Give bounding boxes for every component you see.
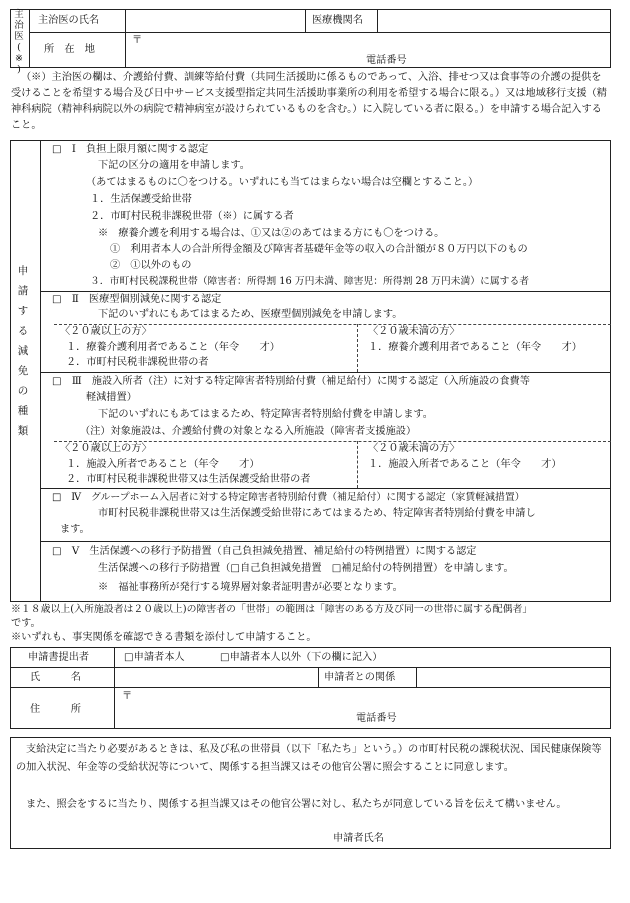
institution-label: 医療機関名	[312, 15, 363, 26]
doctor-name-label: 主治医の氏名	[38, 15, 100, 26]
signature-label: 申請者氏名	[333, 833, 384, 844]
section-4-line: ます。	[60, 524, 90, 535]
section-2-right-head: 〈２０歳未満の方〉	[368, 326, 460, 337]
section-1-option[interactable]: ３．市町村民税課税世帯（障害者：所得割 16 万円未満、障害児：所得割 28 万円未満）に属する者	[90, 276, 530, 287]
household-note: ※１８歳以上(入所施設者は２０歳以上)の障害者の「世帯」の範囲は「障害のある方及び同一の世帯に属する配偶者」	[11, 604, 533, 615]
doctor-phone-label: 電話番号	[366, 55, 407, 66]
relation-label: 申請者との関係	[324, 672, 396, 683]
section-2-left-item[interactable]: １．療養介護利用者であること（年令 才）	[66, 342, 280, 353]
relation-field[interactable]	[417, 668, 610, 686]
section-1-line: 下記の区分の適用を申請します。	[98, 160, 250, 171]
submitter-name-label: 氏 名	[30, 672, 81, 683]
signature-field[interactable]	[390, 830, 605, 846]
section-3-line: 下記のいずれにもあてはまるため、特定障害者特別給付費を申請します。	[98, 409, 433, 420]
submitter-address-label: 住 所	[30, 704, 81, 715]
consent-paragraph: 支給決定に当たり必要があるときは、私及び私の世帯員（以下「私たち」という。）の市町村民税の課税状況、国民健康保険等の加入状況、年金等の受給状況等について、関係する担当課又はその他官公署に照会することに同意します。	[16, 744, 602, 773]
submitter-self-checkbox[interactable]: □申請者本人	[124, 652, 185, 663]
reduction-side-label: 申 請 す る 減 免 の 種 類	[17, 265, 29, 437]
section-2-title[interactable]: □ Ⅱ 医療型個別減免に関する認定	[52, 294, 222, 305]
section-4-title[interactable]: □ Ⅳ グループホーム入居者に対する特定障害者特別給付費（補足給付）に関する認定（家賃軽減措置）	[52, 492, 525, 503]
doctor-side-label: 主 治 医 ( ※ )	[14, 9, 24, 75]
section-3-right-item[interactable]: １．施設入所者であること（年令 才）	[368, 459, 562, 470]
section-1-title[interactable]: □ Ⅰ 負担上限月額に関する認定	[52, 144, 209, 155]
doctor-address-label: 所 在 地	[44, 44, 95, 55]
section-2-left-head: 〈２０歳以上の方〉	[60, 326, 152, 337]
section-3-left-item[interactable]: ２．市町村民税非課税世帯又は生活保護受給世帯の者	[66, 474, 311, 485]
section-4-line: 市町村民税非課税世帯又は生活保護受給世帯にあてはまるため、特定障害者特別給付費を申請し	[98, 508, 536, 519]
section-5-line[interactable]: 生活保護への移行予防措置（□自己負担減免措置 □補足給付の特例措置）を申請します。	[98, 563, 514, 574]
section-1-line: ※ 療養介護を利用する場合は、①又は②のあてはまる方にも〇をつける。	[98, 228, 445, 239]
postal-mark: 〒	[132, 35, 143, 46]
doctor-note: （※）主治医の欄は、介護給付費、訓練等給付費（共同生活援助に係るものであって、入浴、排せつ又は食事等の介護の提供を受けることを希望する場合及び日中サービス支援型指定共同生活援助事業所の利用を希望する場合に限る。）又は地域移行支援（精神科病院（精神科病院以外の病院で精神病室が設けられているものを含む。）に入院している者に限る。）を申請する場合記入すること。	[11, 72, 607, 131]
section-1-option[interactable]: ２．市町村民税非課税世帯（※）に属する者	[90, 211, 294, 222]
submitter-name-field[interactable]	[115, 668, 317, 686]
section-3-title[interactable]: □ Ⅲ 施設入所者（注）に対する特定障害者特別給付費（補足給付）に関する認定（入所施設の食費等	[52, 376, 530, 387]
postal-mark: 〒	[122, 691, 133, 702]
section-1-line: （あてはまるものに〇をつける。いずれにも当てはまらない場合は空欄とすること。）	[86, 177, 479, 188]
section-1-option[interactable]: ① 利用者本人の合計所得金額及び障害者基礎年金等の収入の合計額が８０万円以下のもの	[110, 244, 528, 255]
section-3-title-cont: 軽減措置）	[86, 392, 137, 403]
submitter-label: 申請書提出者	[28, 652, 90, 663]
doctor-name-field[interactable]	[126, 10, 304, 31]
attachment-note: ※いずれも、事実関係を確認できる書類を添付して申請すること。	[11, 632, 317, 643]
institution-field[interactable]	[378, 10, 610, 31]
consent-paragraph: また、照会をするに当たり、関係する担当課又はその他官公署に対し、私たちが同意している旨を伝えて構いません。	[26, 799, 567, 810]
section-3-right-head: 〈２０歳未満の方〉	[368, 443, 460, 454]
section-2-left-item[interactable]: ２．市町村民税非課税世帯の者	[66, 357, 209, 368]
section-1-option[interactable]: ② ①以外のもの	[110, 260, 192, 271]
section-3-left-item[interactable]: １．施設入所者であること（年令 才）	[66, 459, 260, 470]
section-2-line: 下記のいずれにもあてはまるため、医療型個別減免を申請します。	[98, 309, 403, 320]
section-5-title[interactable]: □ Ⅴ 生活保護への移行予防措置（自己負担減免措置、補足給付の特例措置）に関する認定	[52, 546, 477, 557]
section-1-option[interactable]: １．生活保護受給世帯	[90, 194, 192, 205]
section-3-note: （注）対象施設は、介護給付費の対象となる入所施設（障害者支援施設）	[80, 426, 417, 437]
submitter-phone-label: 電話番号	[356, 713, 397, 724]
section-2-right-item[interactable]: １．療養介護利用者であること（年令 才）	[368, 342, 582, 353]
household-note-cont: です。	[11, 618, 41, 629]
section-5-note: ※ 福祉事務所が発行する境界層対象者証明書が必要となります。	[98, 582, 403, 593]
submitter-other-checkbox[interactable]: □申請者本人以外（下の欄に記入）	[220, 652, 383, 663]
section-3-left-head: 〈２０歳以上の方〉	[60, 443, 152, 454]
